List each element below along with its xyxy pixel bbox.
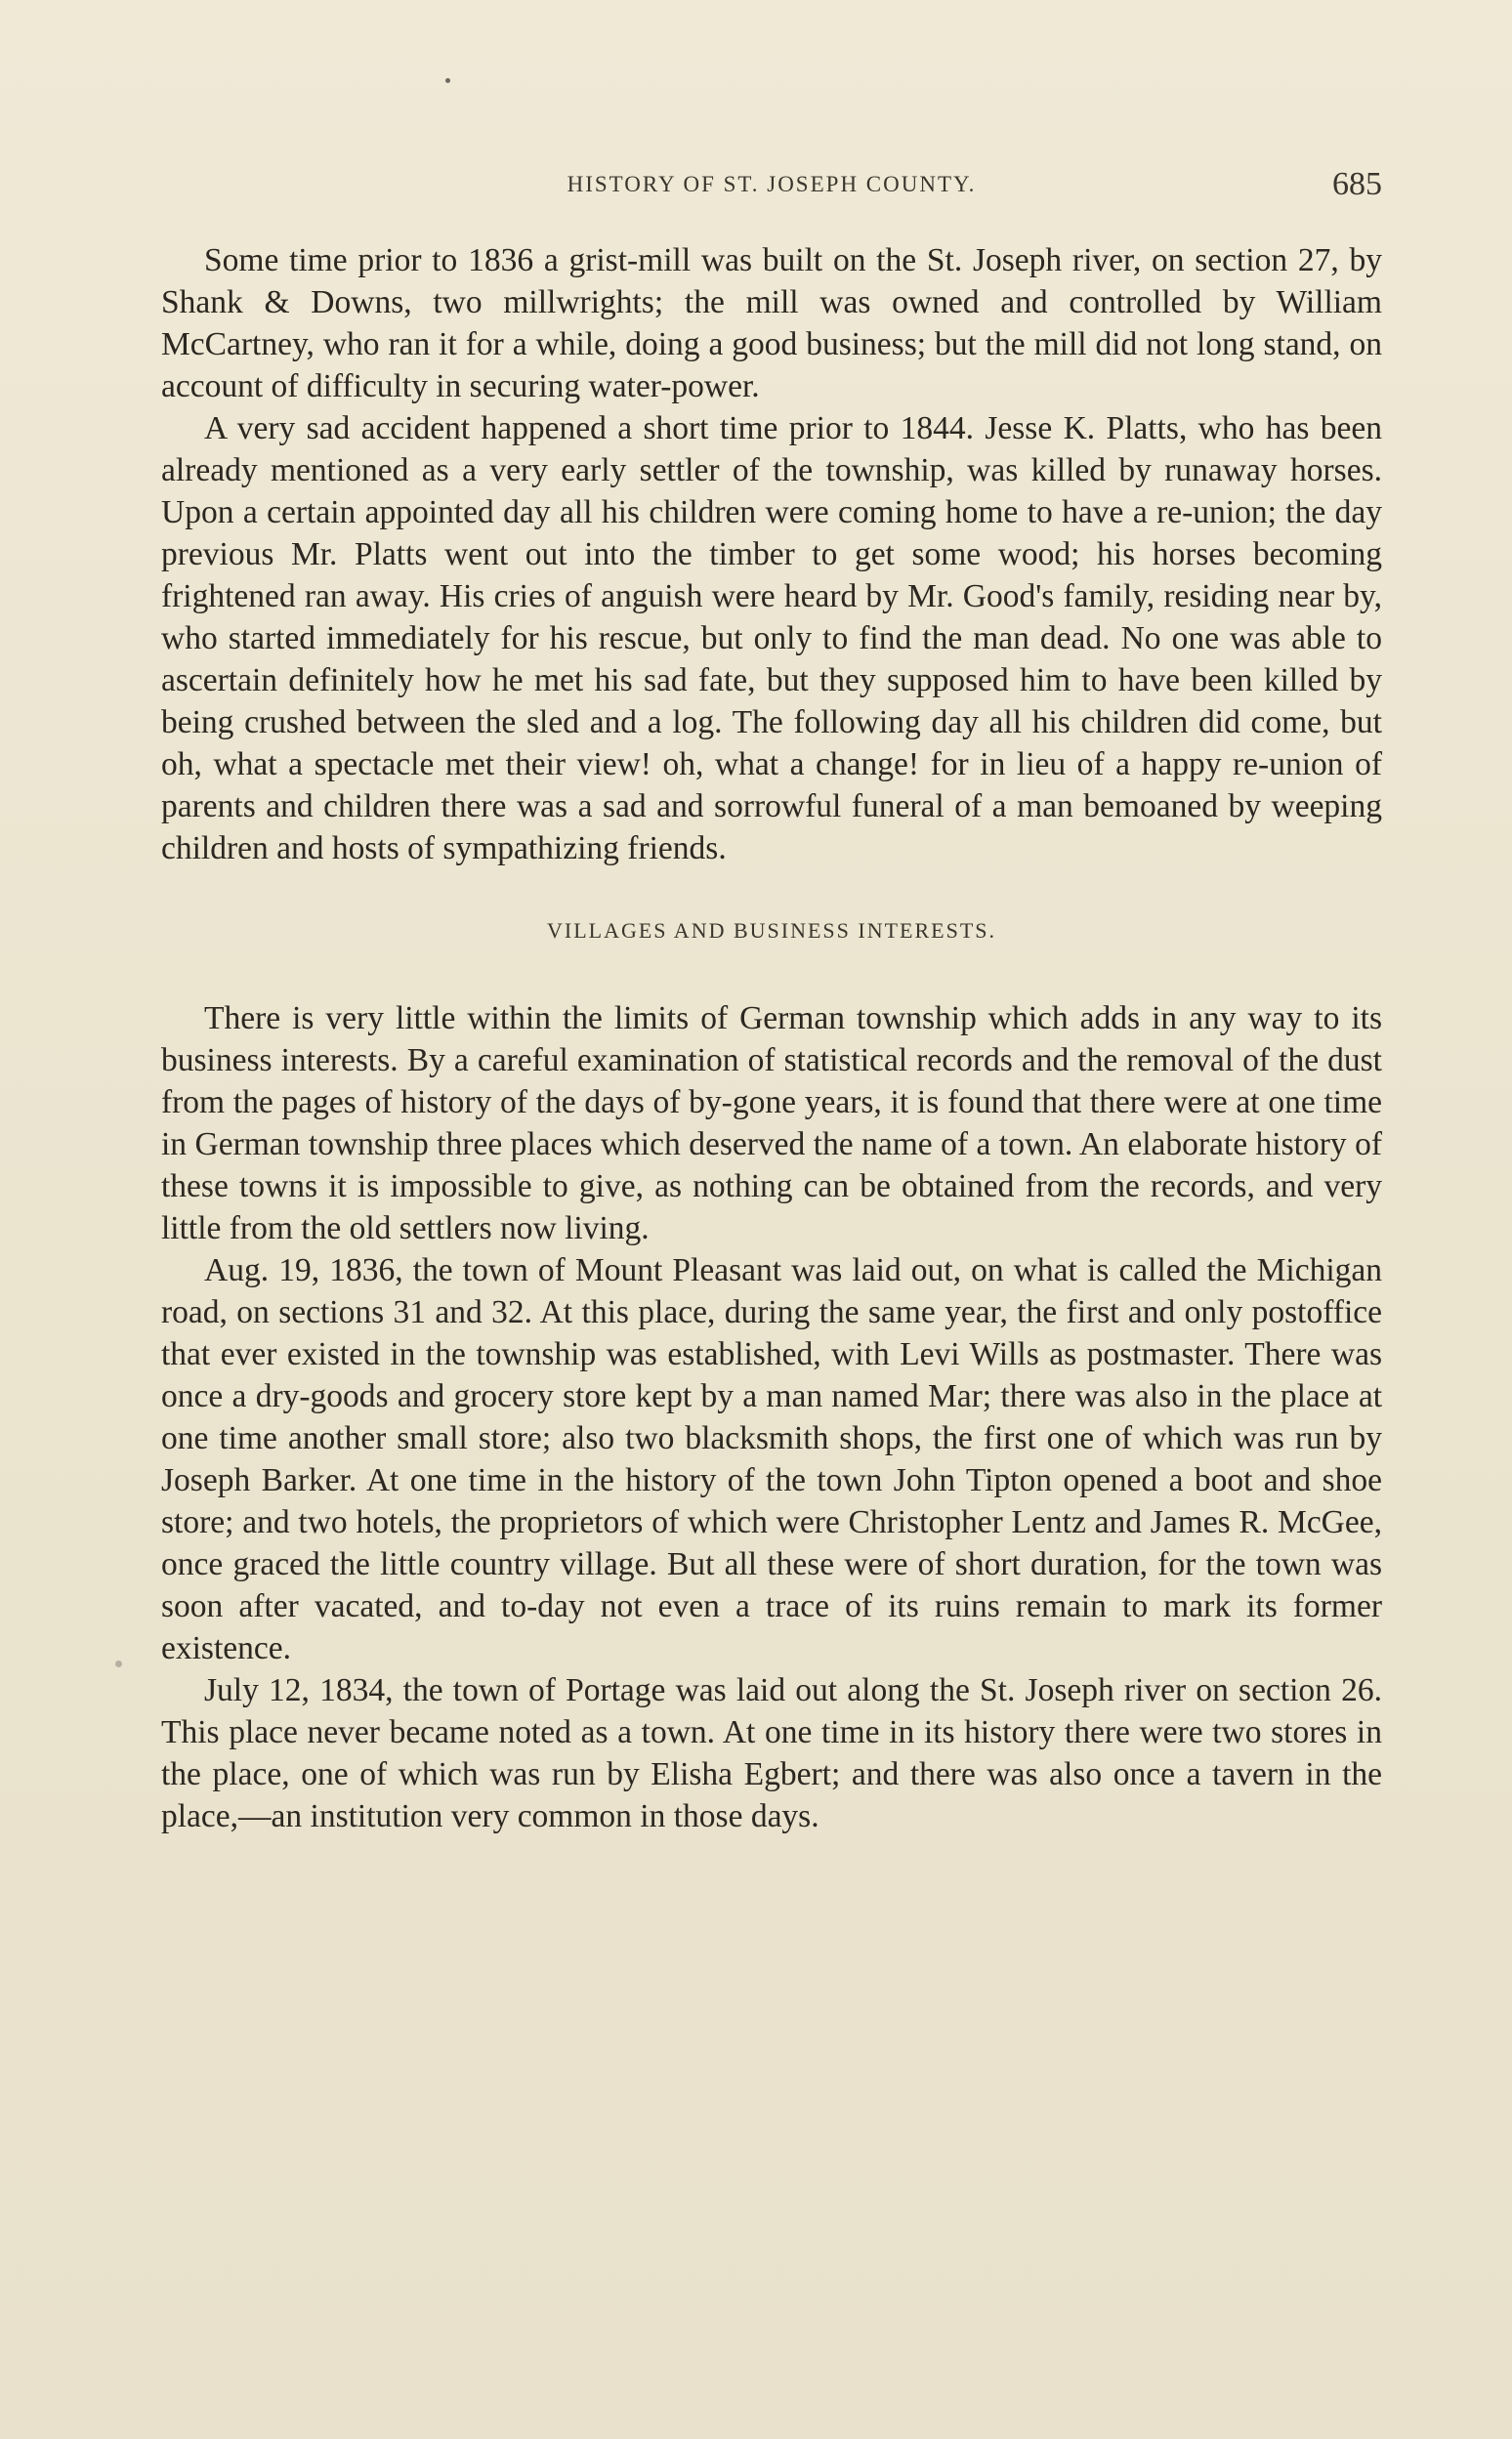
body-text bbox=[161, 239, 1382, 1837]
page-number: 685 bbox=[1332, 166, 1382, 202]
paragraph-business-interests: There is very little within the limits of German township which adds in any way to its business interests. By a careful examination of statistical records and the removal of the dust from the pages of history of the days of by-gone years, it is found that there were at one time in German township three places which deserved the name of a town. An elaborate history of these towns it is impossible to give, as nothing can be obtained from the records, and very little from the old settlers now living. bbox=[161, 1000, 1382, 1246]
running-title: HISTORY OF ST. JOSEPH COUNTY. bbox=[567, 172, 977, 196]
page-header bbox=[161, 166, 1382, 205]
ink-speck bbox=[115, 1661, 122, 1667]
ink-speck bbox=[445, 78, 450, 83]
paragraph-mount-pleasant: Aug. 19, 1836, the town of Mount Pleasant was laid out, on what is called the Michigan road, on sections 31 and 32. At this place, during the same year, the first and only postoffice that ever existed in the township was established, with Levi Wills as postmaster. There was once a dry-goods and grocery store kept by a man named Mar; there was also in the place at one time another small store; also two blacksmith shops, the first one of which was run by Joseph Barker. At one time in the history of the town John Tipton opened a boot and shoe store; and two hotels, the proprietors of which were Christopher Lentz and James R. McGee, once graced the little country village. But all these were of short duration, for the town was soon after vacated, and to-day not even a trace of its ruins remain to mark its former existence. bbox=[161, 1252, 1382, 1666]
paragraph-platts-accident: A very sad accident happened a short time prior to 1844. Jesse K. Platts, who has been already mentioned as a very early settler of the township, was killed by runaway horses. Upon a certain appointed day all his children were coming home to have a re-union; the day previous Mr. Platts went out into the timber to get some wood; his horses becoming frightened ran away. His cries of anguish were heard by Mr. Good's family, residing near by, who started immediately for his rescue, but only to find the man dead. No one was able to ascertain definitely how he met his sad fate, but they supposed him to have been killed by being crushed between the sled and a log. The following day all his children did come, but oh, what a spectacle met their view! oh, what a change! for in lieu of a happy re-union of parents and children there was a sad and sorrowful funeral of a man bemoaned by weeping children and hosts of sympathizing friends. bbox=[161, 410, 1382, 866]
paragraph-grist-mill: Some time prior to 1836 a grist-mill was built on the St. Joseph river, on section 27, by Shank & Downs, two millwrights; the mill was owned and controlled by William McCartney, who ran it for a while, doing a good business; but the mill did not long stand, on account of difficulty in securing water-power. bbox=[161, 242, 1382, 404]
section-heading: VILLAGES AND BUSINESS INTERESTS. bbox=[546, 918, 997, 943]
paragraph-portage: July 12, 1834, the town of Portage was laid out along the St. Joseph river on section 26. This place never became noted as a town. At one time in its history there were two stores in the place, one of which was run by Elisha Egbert; and there was also once a tavern in the place,—an institution very common in those days. bbox=[161, 1672, 1382, 1834]
